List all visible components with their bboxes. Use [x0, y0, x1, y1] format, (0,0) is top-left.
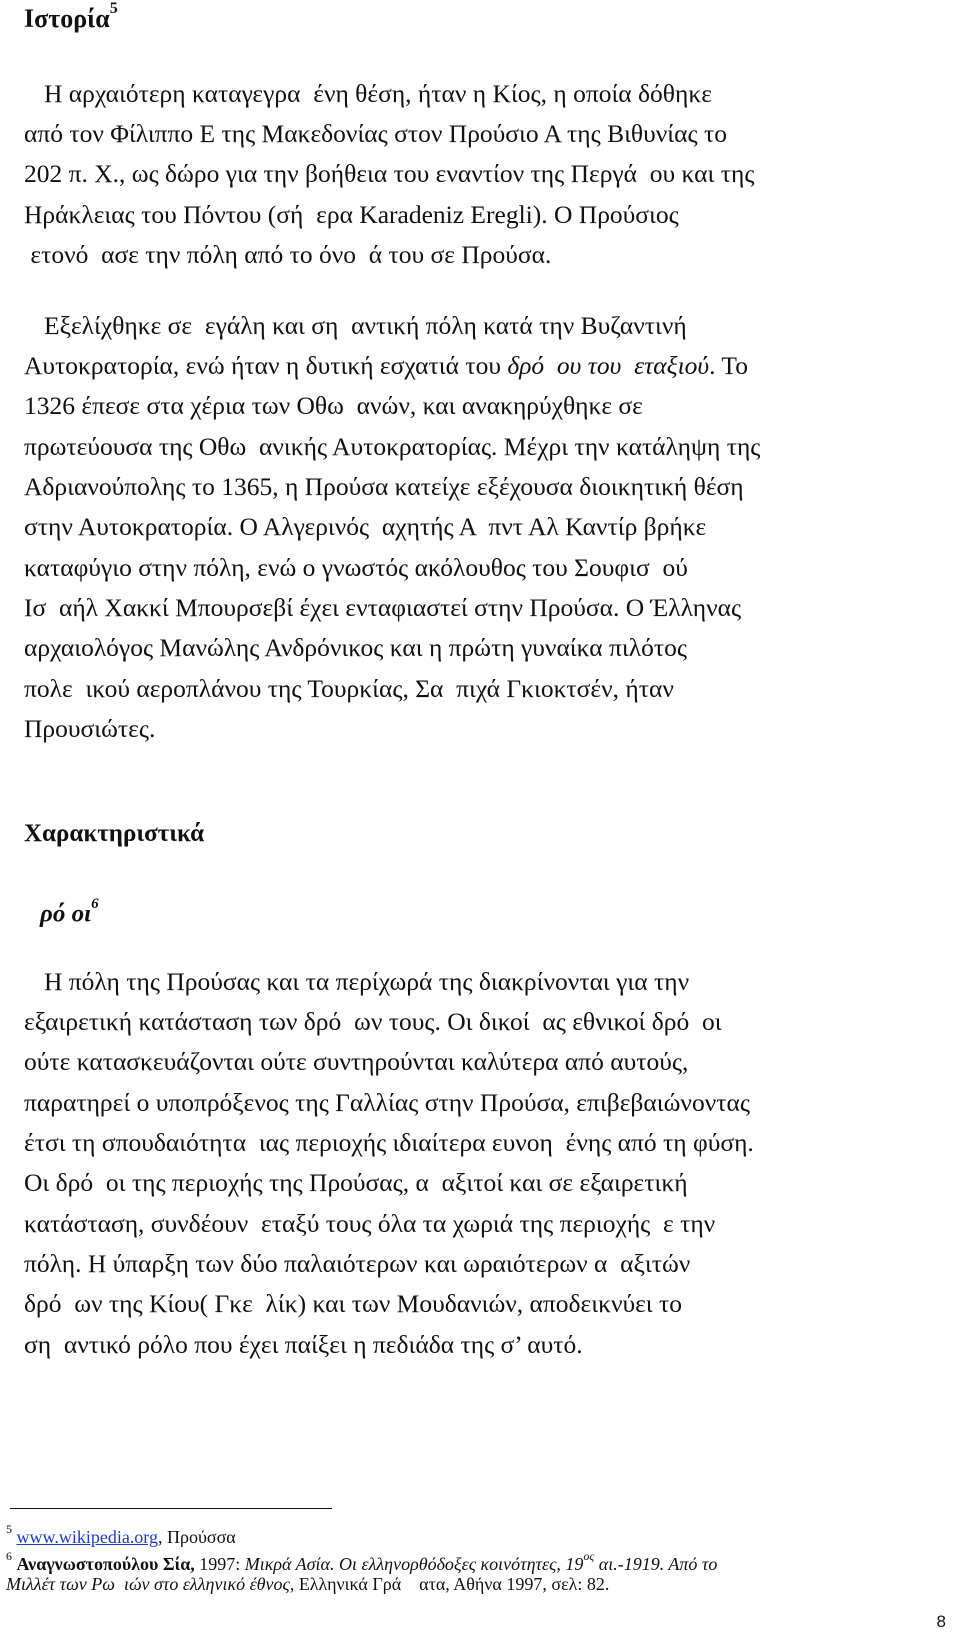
section-title-history [24, 0, 118, 34]
history-para2-line-2-a: Αυτοκρατορία, ενώ ήταν η δυτική εσχατιά του [24, 351, 508, 380]
roads-para-line-4: παρατηρεί ο υποπρόξενος της Γαλλίας στην Προύσα, επιβεβαιώνοντας [24, 1088, 750, 1117]
history-para2-line-10: πολε ικού αεροπλάνου της Τουρκίας, Σα πιχά Γκιοκτσέν, ήταν [24, 674, 674, 703]
footnote-5-number: 5 [6, 1522, 12, 1536]
history-para2-line-9: αρχαιολόγος Μανώλης Ανδρόνικος και η πρώτη γυναίκα πιλότος [24, 633, 687, 662]
history-para2-line-8: Ισ αήλ Χακκί Μπουρσεβί έχει ενταφιαστεί στην Προύσα. Ο Έλληνας [24, 593, 742, 622]
history-para2-line-2 [24, 351, 748, 381]
footnote-ref-6[interactable]: 6 [91, 896, 99, 912]
history-para2-line-7: καταφύγιο στην πόλη, ενώ ο γνωστός ακόλουθος του Σουφισ ού [24, 553, 688, 582]
section-title-features: Χαρακτηριστικά [24, 820, 205, 847]
footnote-6-title: Μικρά Ασία. Οι ελληνορθόδοξες κοινότητες, 19 [244, 1554, 584, 1574]
roads-para-line-2: εξαιρετική κατάσταση των δρό ων τους. Οι δικοί ας εθνικοί δρό οι [24, 1007, 722, 1036]
history-title-text: Ιστορία [24, 4, 110, 33]
footnote-6-title-cont: αι.-1919. Από το [594, 1554, 718, 1574]
footnote-6-year: 1997: [194, 1554, 245, 1574]
roads-title-text: ρό οι [40, 900, 92, 928]
footnote-6-line-2 [6, 1573, 609, 1595]
history-para2-line-4: πρωτεύουσα της Οθω ανικής Αυτοκρατορίας. Μέχρι την κατάληψη της [24, 432, 761, 461]
footnote-6-number: 6 [6, 1549, 12, 1563]
footnote-6-publisher: Ελληνικά Γρά ατα, Αθήνα 1997, σελ: 82. [294, 1574, 610, 1594]
history-para2-line-11: Προυσιώτες. [24, 714, 156, 743]
footnote-5 [6, 1521, 236, 1548]
footnote-6-superscript: ος [583, 1549, 595, 1563]
history-para2-line-3: 1326 έπεσε στα χέρια των Οθω ανών, και ανακηρύχθηκε σε [24, 391, 643, 420]
subsection-title-roads [40, 896, 99, 928]
history-para2-line-1: Εξελίχθηκε σε εγάλη και ση αντική πόλη κατά την Βυζαντινή [44, 311, 687, 340]
footnote-ref-5[interactable]: 5 [109, 0, 118, 18]
history-para1-line-3: 202 π. Χ., ως δώρο για την βοήθεια του εναντίον της Περγά ου και της [24, 159, 755, 188]
history-para1-line-1: Η αρχαιότερη καταγεγρα ένη θέση, ήταν η Κίος, η οποία δόθηκε [44, 79, 712, 108]
roads-para-line-3: ούτε κατασκευάζονται ούτε συντηρούνται καλύτερα από αυτούς, [24, 1047, 689, 1076]
history-para2-line-5: Αδριανούπολης το 1365, η Προύσα κατείχε εξέχουσα διοικητική θέση [24, 472, 744, 501]
history-para1-line-5: ετονό ασε την πόλη από το όνο ά του σε Προύσα. [24, 240, 552, 269]
roads-para-line-1: Η πόλη της Προύσας και τα περίχωρά της διακρίνονται για την [44, 967, 690, 996]
roads-para-line-6: Οι δρό οι της περιοχής της Προύσας, α αξιτοί και σε εξαιρετική [24, 1168, 688, 1197]
history-para2-line-6: στην Αυτοκρατορία. Ο Αλγερινός αχητής Α πντ Αλ Καντίρ βρήκε [24, 512, 707, 541]
roads-para-line-5: έτσι τη σπουδαιότητα ιας περιοχής ιδιαίτερα ευνοη ένης από τη φύση. [24, 1128, 754, 1157]
history-para2-line-2-b: . Το [709, 351, 748, 380]
roads-para-line-7: κατάσταση, συνδέουν εταξύ τους όλα τα χωριά της περιοχής ε την [24, 1209, 716, 1238]
footnote-6-title-end: Μιλλέτ των Ρω ιών στο ελληνικό έθνος, [6, 1574, 295, 1594]
footnote-6-line-1 [6, 1548, 717, 1575]
silk-road-term: δρό ου του εταξιού [507, 351, 710, 380]
roads-para-line-10: ση αντικό ρόλο που έχει παίξει η πεδιάδα της σ’ αυτό. [24, 1330, 583, 1359]
footnote-6-author: Αναγνωστοπούλου Σία, [16, 1554, 195, 1574]
roads-para-line-8: πόλη. Η ύπαρξη των δύο παλαιότερων και ωραιότερων α αξιτών [24, 1249, 691, 1278]
roads-para-line-9: δρό ων της Κίου( Γκε λίκ) και των Μουδανιών, αποδεικνύει το [24, 1289, 683, 1318]
history-para1-line-4: Ηράκλειας του Πόντου (σή ερα Karadeniz Eregli). Ο Προύσιος [24, 200, 679, 229]
history-para1-line-2: από τον Φίλιππο Ε της Μακεδονίας στον Προύσιο Α της Βιθυνίας το [24, 119, 727, 148]
page-number: 8 [936, 1612, 946, 1631]
wikipedia-link[interactable]: www.wikipedia.org [16, 1527, 158, 1547]
footnote-5-text: , Προύσσα [157, 1527, 236, 1547]
footnote-separator [10, 1508, 332, 1509]
